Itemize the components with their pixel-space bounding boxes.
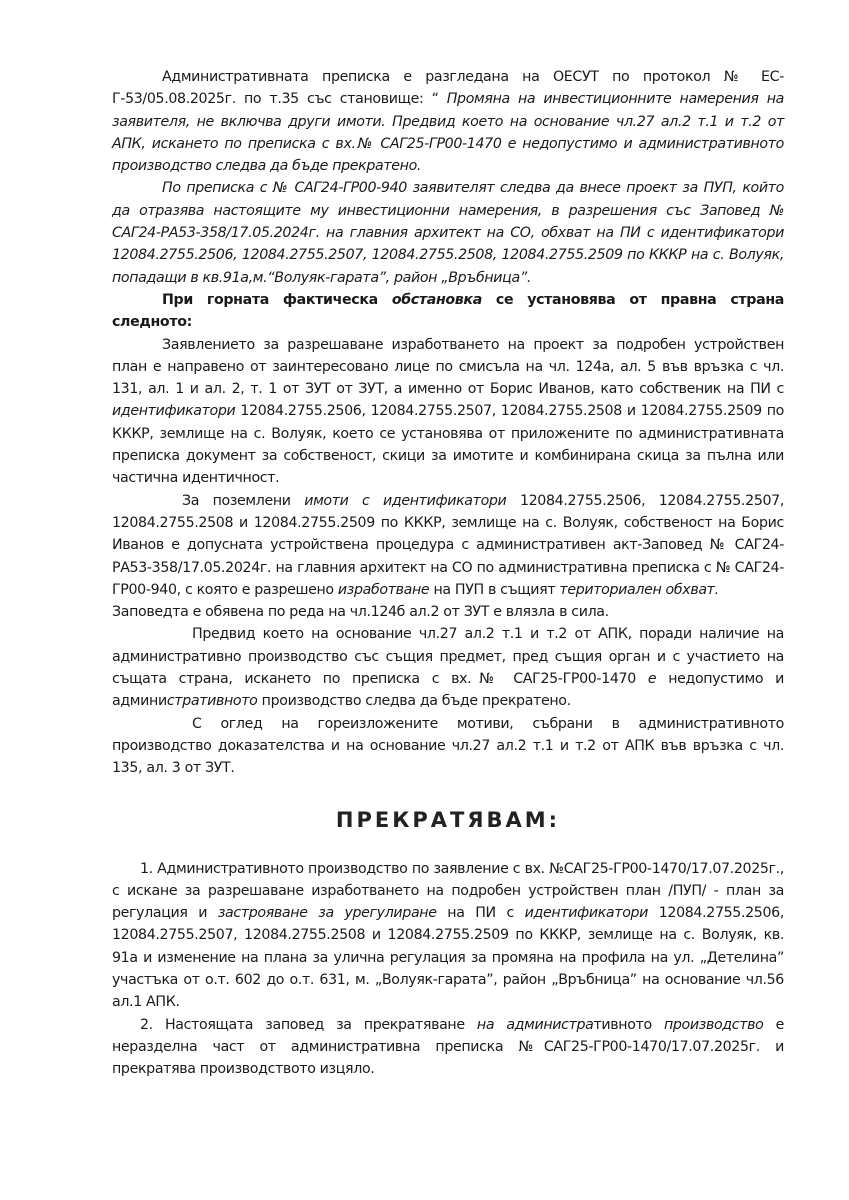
legal-findings-text-a: При горната фактическа <box>162 291 392 308</box>
order-item-1-text-c: на ПИ с <box>436 905 525 922</box>
inadmissibility-text-d: стративното <box>166 693 258 710</box>
order-item-1-text-d: идентификатори <box>524 905 649 922</box>
order-heading: ПРЕКРАТЯВАМ: <box>335 807 561 832</box>
order-item-1 <box>112 858 784 1014</box>
order-item-2 <box>112 1014 784 1081</box>
application-text-c: 12084.2755.2506, 12084.2755.2507, 12084.2755.2508 и 12084.2755.2509 по КККР, землище на с. Волуяк, което се установява от приложените по административната преписка документ за собственост, скици за имотите и комбинирана скица за пълна или частична идентичност. <box>112 403 784 487</box>
paragraph-application-details <box>112 334 784 490</box>
order-item-2-text-b: на администра <box>476 1016 594 1033</box>
procedure-text-e: на ПУП в същият <box>429 581 560 598</box>
paragraph-order-in-force: Заповедта е обявена по реда на чл.124б ал.2 от ЗУТ е влязла в сила. <box>112 604 609 621</box>
inadmissibility-text-c: недопустимо и админи <box>112 671 784 710</box>
oesut-protocol-text: Административната преписка е разгледана на ОЕСУТ по протокол № ЕС-Г-53/05.08.2025г. по т.35 със становище: “ <box>112 69 784 108</box>
order-item-2-text-a: 2. Настоящата заповед за прекратяване <box>140 1016 477 1033</box>
paragraph-admitted-procedure <box>112 490 784 601</box>
paragraph-legal-findings-intro <box>112 289 784 334</box>
application-text-b: идентификатори <box>112 403 236 420</box>
order-item-1-text-b: застрояване за урегулиране <box>217 905 437 922</box>
procedure-text-c: 12084.2755.2506, 12084.2755.2507, 12084.2755.2508 и 12084.2755.2509 по КККР, землище на с. Волуяк, собственост на Борис Иванов е допусната устройствена процедура с административен акт-Заповед № САГ24-РА53-358/17.05.2024г. на главния архитект на СО по административна преписка с № САГ24-ГР00-940, с която е разрешено <box>112 492 785 598</box>
procedure-text-a: За поземлени <box>182 492 305 509</box>
inadmissibility-text-b: е <box>647 671 657 688</box>
application-text-a: Заявлението за разрешаване изработването на проект за подробен устройствен план е направено от заинтересовано лице по смисъла на чл. 124а, ал. 5 във връзка с чл. 131, ал. 1 и ал. 2, т. 1 от ЗУТ от ЗУТ, а именно от Борис Иванов, като собственик на ПИ с <box>112 336 784 398</box>
procedure-text-b: имоти с идентификатори <box>304 492 507 509</box>
procedure-text-f: териториален обхват. <box>559 581 719 598</box>
order-item-2-text-d: производство <box>663 1016 764 1033</box>
legal-findings-text-c: се установява от правна страна следното: <box>112 291 784 331</box>
paragraph-oesut-protocol <box>112 66 784 177</box>
procedure-text-d: изработване <box>337 581 430 598</box>
order-item-2-text-e: е неразделна част от административна преписка №САГ25-ГР00-1470/17.07.2025г. и прекратява производството изцяло. <box>112 1016 784 1078</box>
oesut-opinion-quote: Промяна на инвестиционните намерения на заявителя, не включва други имоти. Предвид което на основание чл.27 ал.2 т.1 и т.2 от АПК, искането по преписка с вх.№ САГ25-ГР00-1470 е недопустимо и административното производство следва да бъде прекратено. <box>112 91 784 175</box>
inadmissibility-text-e: производство следва да бъде прекратено. <box>257 693 571 710</box>
paragraph-inadmissibility <box>112 623 784 712</box>
order-item-2-text-c: тивното <box>593 1016 664 1033</box>
inadmissibility-text-a: Предвид което на основание чл.27 ал.2 т.1 и т.2 от АПК, поради наличие на административно производство със същия предмет, пред същия орган и с участието на същата страна, искането по преписка с вх.№ САГ25-ГР00-1470 <box>112 626 784 688</box>
paragraph-applicant-instruction: По преписка с № САГ24-ГР00-940 заявителят следва да внесе проект за ПУП, който да отразява настоящите му инвестиционни намерения, в разрешения със Заповед № САГ24-РА53-358/17.05.2024г. на главния архитект на СО, обхват на ПИ с идентификатори 12084.2755.2506, 12084.2755.2507, 12084.2755.2508, 12084.2755.2509 по КККР на с. Волуяк, попадащи в кв.91а,м.“Волуяк-гарата”, район „Връбница”. <box>112 180 784 286</box>
legal-findings-text-b: обстановка <box>391 291 482 308</box>
document-page <box>112 66 784 1080</box>
order-item-1-text-e: 12084.2755.2506, 12084.2755.2507, 12084.2755.2508 и 12084.2755.2509 по КККР, землище на с. Волуяк, кв. 91а и изменение на плана за улична регулация за промяна на профила на ул. „Детелина” участъка от о.т. 602 до о.т. 631, м. „Волуяк-гарата”, район „Връбница” на основание чл.56 ал.1 АПК. <box>112 905 785 1011</box>
paragraph-motives: С оглед на гореизложените мотиви, събрани в административното производство доказателства и на основание чл.27 ал.2 т.1 и т.2 от АПК във връзка с чл. 135, ал. 3 от ЗУТ. <box>112 715 784 777</box>
order-item-1-text-a: 1. Административното производство по заявление с вх. №САГ25-ГР00-1470/17.07.2025г., с искане за разрешаване изработването на подробен устройствен план /ПУП/ - план за регулация и <box>112 860 784 922</box>
